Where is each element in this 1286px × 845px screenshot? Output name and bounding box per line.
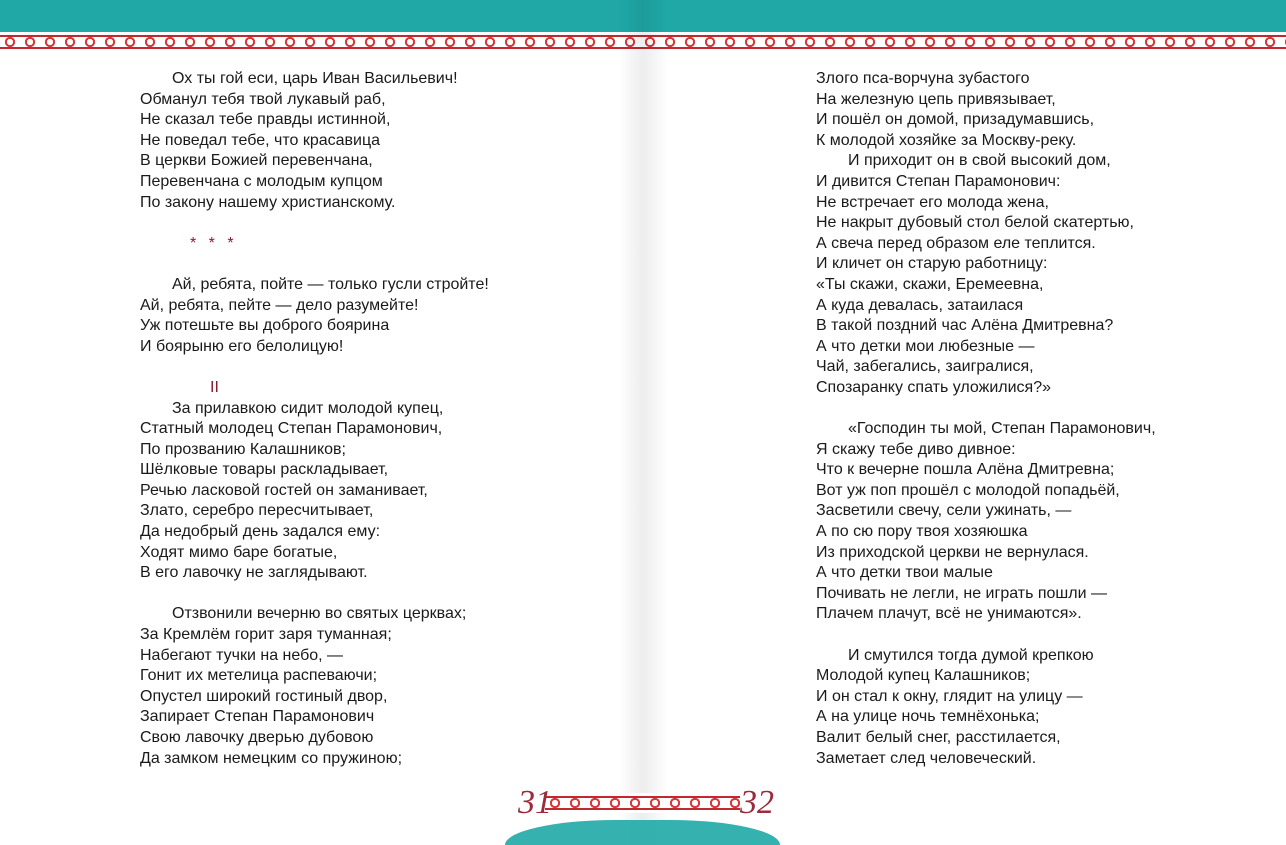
verse-line: И приходит он в свой высокий дом, [848,152,1111,170]
verse-line: В такой поздний час Алёна Дмитревна? [816,317,1114,335]
verse-line: Из приходской церкви не вернулася. [816,543,1089,561]
verse-line: А на улице ночь темнёхонька; [816,708,1040,726]
verse-line: За прилавкою сидит молодой купец, [172,399,444,417]
verse-line: Заметает след человеческий. [816,749,1037,767]
verse-line: А что детки твои малые [816,564,993,582]
verse-line: По закону нашему христианскому. [140,193,396,211]
verse-line: А куда девалась, затаилася [816,296,1024,314]
book-gutter [618,0,668,845]
verse-line: Плачем плачут, всё не унимаются». [816,605,1082,623]
left-page-text [140,69,600,769]
stanza-gap [140,254,600,275]
verse-line: Речью ласковой гостей он заманивает, [140,481,428,499]
verse-line: По прозванию Калашников; [140,440,346,458]
verse-line: На железную цепь привязывает, [816,90,1056,108]
verse-line: Валит белый снег, расстилается, [816,729,1061,746]
verse-line: Запирает Степан Парамонович [140,708,375,726]
verse-line: Что к вечерне пошла Алёна Дмитревна; [816,461,1115,479]
verse-line: Не сказал тебе правды истинной, [140,111,391,129]
verse-line: Свою лавочку дверью дубовою [140,729,374,746]
verse-line: А по сю пору твоя хозяюшка [816,523,1028,541]
verse-line: В его лавочку не заглядывают. [140,564,368,582]
verse-line: К молодой хозяйке за Москву-реку. [816,131,1077,149]
section-divider: * * * [190,234,238,252]
verse-line: Уж потешьте вы доброго боярина [140,317,390,335]
verse-line: Ай, ребята, пойте — только гусли стройте! [172,275,489,293]
verse-line: «Господин ты мой, Степан Парамонович, [848,420,1156,438]
stanza-gap [140,584,600,605]
bottom-color-band [505,820,780,845]
verse-line: И кличет он старую работницу: [816,255,1048,273]
verse-line: Спозаранку спать уложилися?» [816,378,1052,396]
page-number-left: 31 [518,784,552,821]
verse-line: Гонит их метелица распеваючи; [140,667,378,685]
verse-line: Отзвонили вечерню во святых церквах; [172,605,467,623]
verse-line: Молодой купец Калашников; [816,667,1031,685]
page-number-right: 32 [740,784,774,821]
verse-line: Набегают тучки на небо, — [140,646,344,664]
verse-line: Почивать не легли, не играть пошли — [816,584,1107,602]
verse-line: В церкви Божией перевенчана, [140,152,373,170]
verse-line: Статный молодец Степан Парамонович, [140,420,443,438]
stanza-gap [816,399,1256,420]
stanza-gap [140,213,600,234]
verse-line: Ходят мимо баре богатые, [140,543,338,561]
verse-line: Засветили свечу, сели ужинать, — [816,502,1072,520]
verse-line: Вот уж поп прошёл с молодой попадьёй, [816,481,1120,499]
verse-line: И он стал к окну, глядит на улицу — [816,687,1083,705]
verse-line: А свеча перед образом еле теплится. [816,234,1096,252]
verse-line: Обманул тебя твой лукавый раб, [140,90,386,108]
verse-line: Ох ты гой еси, царь Иван Васильевич! [172,70,458,87]
verse-line: Не накрыт дубовый стол белой скатертью, [816,214,1134,232]
bottom-ornament-border [545,793,740,813]
verse-line: Не встречает его молода жена, [816,193,1049,211]
verse-line: Злато, серебро пересчитывает, [140,502,374,520]
verse-line: Да недобрый день задался ему: [140,523,381,541]
verse-line: Чай, забегались, заигралися, [816,358,1034,376]
verse-line: И боярыню его белолицую! [140,337,344,355]
verse-line: Шёлковые товары раскладывает, [140,461,389,479]
section-number: II [210,378,219,396]
verse-line: За Кремлём горит заря туманная; [140,626,392,644]
verse-line: А что детки мои любезные — [816,337,1035,355]
verse-line: Да замком немецким со пружиною; [140,749,403,767]
verse-line: Перевенчана с молодым купцом [140,172,383,190]
verse-line: Я скажу тебе диво дивное: [816,440,1016,458]
stanza-gap [816,625,1256,646]
verse-line: И пошёл он домой, призадумавшись, [816,111,1095,129]
verse-line: Злого пса-ворчуна зубастого [816,70,1030,87]
verse-line: И дивится Степан Парамонович: [816,172,1061,190]
verse-line: Не поведал тебе, что красавица [140,131,381,149]
verse-line: Опустел широкий гостиный двор, [140,687,388,705]
verse-line: И смутился тогда думой крепкою [848,646,1094,664]
verse-line: «Ты скажи, скажи, Еремеевна, [816,275,1044,293]
stanza-gap [140,357,600,378]
verse-line: Ай, ребята, пейте — дело разумейте! [140,296,419,314]
right-page-text [816,69,1256,769]
